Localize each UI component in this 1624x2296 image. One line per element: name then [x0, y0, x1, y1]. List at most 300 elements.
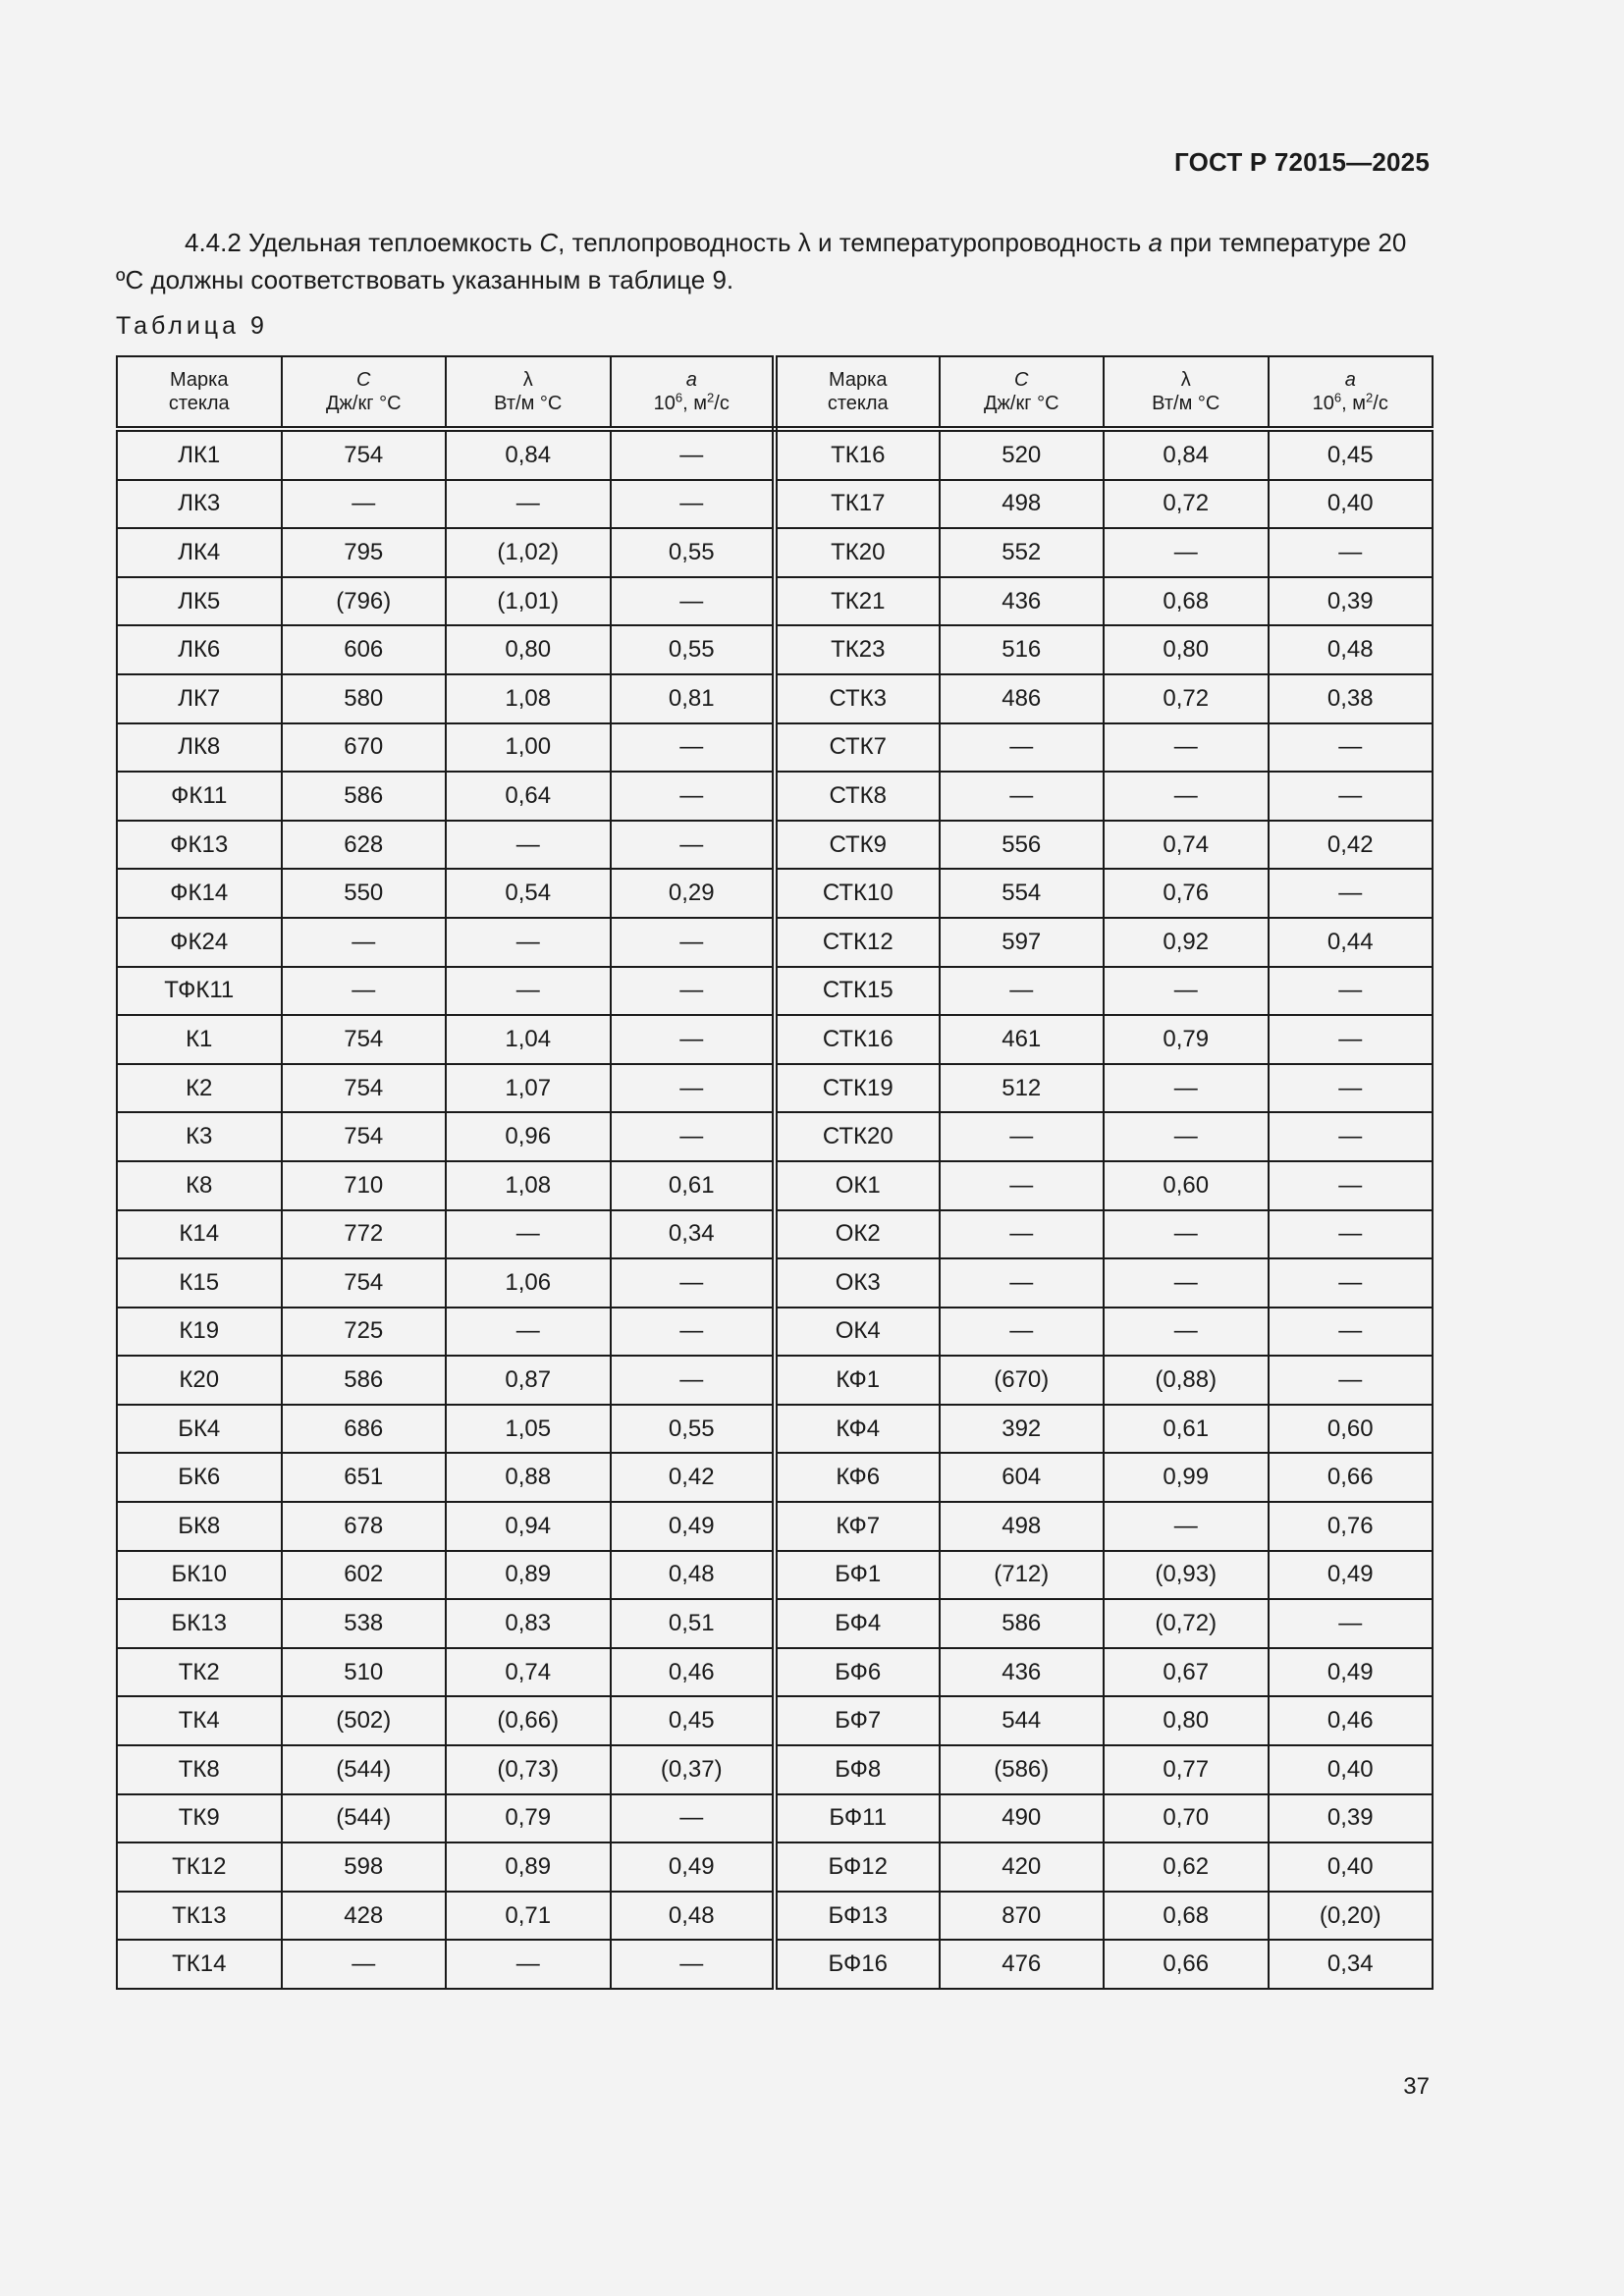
table-cell: —: [1104, 1502, 1269, 1551]
table-cell: (0,73): [446, 1745, 611, 1794]
table-cell: (0,20): [1269, 1892, 1434, 1941]
table-cell: 754: [282, 1015, 447, 1064]
table-cell: СТК3: [775, 674, 940, 723]
table-cell: 0,49: [1269, 1648, 1434, 1697]
table-cell: —: [1104, 1258, 1269, 1308]
table-cell: 0,99: [1104, 1453, 1269, 1502]
table-cell: К8: [117, 1161, 282, 1210]
table-cell: —: [282, 918, 447, 967]
symbol-lambda: λ: [797, 228, 811, 257]
table-cell: —: [1269, 1210, 1434, 1259]
table-cell: 0,83: [446, 1599, 611, 1648]
table-cell: —: [611, 429, 776, 480]
table-cell: (1,01): [446, 577, 611, 626]
paragraph-text-1: Удельная теплоемкость: [241, 228, 540, 257]
table-cell: —: [446, 821, 611, 870]
table-cell: К15: [117, 1258, 282, 1308]
header-heat-capacity: C Дж/кг °С: [282, 356, 447, 429]
table-body: [117, 429, 1433, 1989]
table-cell: —: [1269, 1112, 1434, 1161]
table-cell: 0,51: [611, 1599, 776, 1648]
table-cell: (502): [282, 1696, 447, 1745]
table-cell: —: [940, 967, 1105, 1016]
header-diffusivity: a $10^6$, $м^2/с$: [611, 356, 776, 429]
table-cell: —: [282, 967, 447, 1016]
table-cell: —: [1104, 1308, 1269, 1357]
table-cell: ОК2: [775, 1210, 940, 1259]
table-cell: ТК9: [117, 1794, 282, 1843]
table-cell: 0,80: [1104, 1696, 1269, 1745]
table-cell: (0,66): [446, 1696, 611, 1745]
table-cell: 0,68: [1104, 1892, 1269, 1941]
table-cell: ОК4: [775, 1308, 940, 1357]
table-cell: ТК13: [117, 1892, 282, 1941]
table-cell: —: [446, 918, 611, 967]
table-cell: (544): [282, 1794, 447, 1843]
table-cell: К1: [117, 1015, 282, 1064]
table-cell: 870: [940, 1892, 1105, 1941]
table-row: [117, 1551, 1433, 1600]
table-cell: СТК10: [775, 869, 940, 918]
table-cell: 0,62: [1104, 1842, 1269, 1892]
table-cell: БФ8: [775, 1745, 940, 1794]
table-cell: 686: [282, 1405, 447, 1454]
table-cell: (0,37): [611, 1745, 776, 1794]
table-cell: БК6: [117, 1453, 282, 1502]
table-cell: —: [1269, 1161, 1434, 1210]
table-cell: 0,67: [1104, 1648, 1269, 1697]
table-cell: 550: [282, 869, 447, 918]
table-row: [117, 674, 1433, 723]
table-cell: 670: [282, 723, 447, 773]
symbol-c: C: [539, 228, 559, 257]
table-cell: СТК9: [775, 821, 940, 870]
table-cell: —: [611, 480, 776, 529]
table-cell: —: [940, 1210, 1105, 1259]
table-cell: 0,60: [1104, 1161, 1269, 1210]
table-cell: 556: [940, 821, 1105, 870]
table-cell: 490: [940, 1794, 1105, 1843]
table-cell: СТК7: [775, 723, 940, 773]
table-cell: —: [611, 1064, 776, 1113]
table-cell: —: [940, 1112, 1105, 1161]
table-cell: 1,07: [446, 1064, 611, 1113]
table-cell: —: [611, 918, 776, 967]
table-cell: 0,49: [611, 1502, 776, 1551]
table-cell: 0,38: [1269, 674, 1434, 723]
table-cell: —: [1269, 1064, 1434, 1113]
table-cell: 0,84: [446, 429, 611, 480]
table-cell: (0,93): [1104, 1551, 1269, 1600]
table-cell: 0,89: [446, 1551, 611, 1600]
table-cell: 0,61: [611, 1161, 776, 1210]
table-cell: ФК11: [117, 772, 282, 821]
table-cell: 0,94: [446, 1502, 611, 1551]
header-grade: Марка стекла: [117, 356, 282, 429]
table-cell: СТК20: [775, 1112, 940, 1161]
table-cell: ТФК11: [117, 967, 282, 1016]
table-row: [117, 480, 1433, 529]
table-cell: 0,39: [1269, 577, 1434, 626]
table-cell: 0,88: [446, 1453, 611, 1502]
table-cell: ЛК6: [117, 625, 282, 674]
table-cell: 0,49: [1269, 1551, 1434, 1600]
table-row: [117, 821, 1433, 870]
table-row: [117, 1112, 1433, 1161]
table-cell: ЛК4: [117, 528, 282, 577]
table-cell: 0,40: [1269, 1842, 1434, 1892]
table-cell: 0,79: [446, 1794, 611, 1843]
table-cell: ОК1: [775, 1161, 940, 1210]
table-cell: 0,87: [446, 1356, 611, 1405]
table-cell: 0,74: [446, 1648, 611, 1697]
table-cell: 0,84: [1104, 429, 1269, 480]
table-cell: ТК4: [117, 1696, 282, 1745]
table-cell: 0,66: [1269, 1453, 1434, 1502]
table-cell: 0,74: [1104, 821, 1269, 870]
symbol-a: a: [1148, 228, 1163, 257]
table-cell: 0,39: [1269, 1794, 1434, 1843]
table-row: [117, 1940, 1433, 1989]
table-cell: —: [1269, 869, 1434, 918]
table-cell: 0,96: [446, 1112, 611, 1161]
table-cell: 586: [282, 772, 447, 821]
table-cell: —: [1269, 1599, 1434, 1648]
table-cell: 0,92: [1104, 918, 1269, 967]
table-cell: (544): [282, 1745, 447, 1794]
table-cell: КФ4: [775, 1405, 940, 1454]
document-header: ГОСТ Р 72015—2025: [1174, 147, 1430, 177]
table-cell: 1,00: [446, 723, 611, 773]
table-cell: —: [1269, 1308, 1434, 1357]
table-cell: 0,55: [611, 1405, 776, 1454]
table-cell: —: [1269, 1015, 1434, 1064]
table-cell: 0,34: [611, 1210, 776, 1259]
table-caption: Таблица 9: [116, 312, 268, 340]
table-cell: ЛК7: [117, 674, 282, 723]
table-cell: 0,48: [611, 1892, 776, 1941]
table-cell: —: [1104, 528, 1269, 577]
paragraph-4-4-2: [116, 224, 1432, 298]
table-cell: 552: [940, 528, 1105, 577]
table-cell: —: [611, 1356, 776, 1405]
paragraph-text-2: , теплопроводность: [558, 228, 798, 257]
table-cell: 428: [282, 1892, 447, 1941]
table-cell: —: [1104, 1210, 1269, 1259]
table-cell: —: [611, 967, 776, 1016]
table-cell: 0,76: [1269, 1502, 1434, 1551]
table-row: [117, 918, 1433, 967]
table-cell: БФ11: [775, 1794, 940, 1843]
table-cell: ТК16: [775, 429, 940, 480]
table-cell: —: [1104, 772, 1269, 821]
table-cell: 0,46: [1269, 1696, 1434, 1745]
header-diffusivity-2: a $10^6$, $м^2/с$: [1269, 356, 1434, 429]
table-cell: 0,68: [1104, 577, 1269, 626]
table-cell: 486: [940, 674, 1105, 723]
table-cell: СТК15: [775, 967, 940, 1016]
header-grade-2: Марка стекла: [775, 356, 940, 429]
table-cell: 0,48: [1269, 625, 1434, 674]
table-cell: БФ13: [775, 1892, 940, 1941]
table-cell: 512: [940, 1064, 1105, 1113]
table-cell: —: [1269, 528, 1434, 577]
table-cell: 0,42: [611, 1453, 776, 1502]
table-cell: К2: [117, 1064, 282, 1113]
table-cell: 0,71: [446, 1892, 611, 1941]
table-row: [117, 1453, 1433, 1502]
table-cell: БФ6: [775, 1648, 940, 1697]
table-cell: БК8: [117, 1502, 282, 1551]
table-cell: 461: [940, 1015, 1105, 1064]
table-cell: 0,54: [446, 869, 611, 918]
table-cell: 0,80: [1104, 625, 1269, 674]
table-row: [117, 1308, 1433, 1357]
table-row: [117, 1696, 1433, 1745]
table-cell: 0,66: [1104, 1940, 1269, 1989]
table-cell: 0,45: [611, 1696, 776, 1745]
table-cell: 710: [282, 1161, 447, 1210]
table-cell: 436: [940, 577, 1105, 626]
table-cell: 678: [282, 1502, 447, 1551]
table-cell: 0,79: [1104, 1015, 1269, 1064]
table-cell: 586: [282, 1356, 447, 1405]
table-row: [117, 528, 1433, 577]
table-row: [117, 1599, 1433, 1648]
table-row: [117, 1064, 1433, 1113]
table-cell: 754: [282, 1112, 447, 1161]
table-cell: —: [282, 1940, 447, 1989]
table-cell: (712): [940, 1551, 1105, 1600]
table-cell: 544: [940, 1696, 1105, 1745]
table-cell: 520: [940, 429, 1105, 480]
table-cell: 0,40: [1269, 480, 1434, 529]
table-cell: БК10: [117, 1551, 282, 1600]
table-cell: —: [611, 1940, 776, 1989]
table-cell: БФ16: [775, 1940, 940, 1989]
header-heat-capacity-2: C Дж/кг °С: [940, 356, 1105, 429]
table-row: [117, 967, 1433, 1016]
table-cell: СТК8: [775, 772, 940, 821]
table-cell: 598: [282, 1842, 447, 1892]
table-header-row: [117, 356, 1433, 429]
table-cell: 1,06: [446, 1258, 611, 1308]
table-cell: 0,55: [611, 625, 776, 674]
table-cell: СТК12: [775, 918, 940, 967]
table-cell: 0,46: [611, 1648, 776, 1697]
table-cell: ТК20: [775, 528, 940, 577]
table-row: [117, 1892, 1433, 1941]
table-cell: —: [1104, 967, 1269, 1016]
table-cell: —: [282, 480, 447, 529]
table-row: [117, 1210, 1433, 1259]
table-cell: (0,88): [1104, 1356, 1269, 1405]
table-row: [117, 1648, 1433, 1697]
table-cell: 498: [940, 1502, 1105, 1551]
table-cell: (796): [282, 577, 447, 626]
table-cell: 0,77: [1104, 1745, 1269, 1794]
table-cell: БК4: [117, 1405, 282, 1454]
table-cell: —: [611, 821, 776, 870]
table-cell: ТК2: [117, 1648, 282, 1697]
table-cell: БК13: [117, 1599, 282, 1648]
paragraph-text-4: при температуре 20 ºС должны соответствовать указанным в таблице 9.: [116, 228, 1407, 294]
table-row: [117, 577, 1433, 626]
table-cell: —: [446, 1210, 611, 1259]
table-cell: СТК16: [775, 1015, 940, 1064]
table-cell: К19: [117, 1308, 282, 1357]
table-cell: —: [611, 1308, 776, 1357]
table-cell: 725: [282, 1308, 447, 1357]
table-cell: ФК13: [117, 821, 282, 870]
table-cell: 602: [282, 1551, 447, 1600]
table-cell: —: [1269, 772, 1434, 821]
table-cell: —: [1104, 1112, 1269, 1161]
table-cell: —: [611, 723, 776, 773]
table-cell: КФ6: [775, 1453, 940, 1502]
table-cell: —: [446, 967, 611, 1016]
table-cell: КФ1: [775, 1356, 940, 1405]
table-cell: —: [611, 1258, 776, 1308]
table-cell: ЛК3: [117, 480, 282, 529]
table-cell: ФК14: [117, 869, 282, 918]
table-cell: ТК12: [117, 1842, 282, 1892]
table-cell: 1,04: [446, 1015, 611, 1064]
table-cell: 754: [282, 429, 447, 480]
table-cell: —: [1104, 723, 1269, 773]
table-cell: ОК3: [775, 1258, 940, 1308]
table-cell: 597: [940, 918, 1105, 967]
table-cell: 772: [282, 1210, 447, 1259]
table-row: [117, 869, 1433, 918]
table-row: [117, 1794, 1433, 1843]
table-9: [116, 355, 1434, 1990]
table-row: [117, 429, 1433, 480]
table-cell: 0,60: [1269, 1405, 1434, 1454]
table-cell: —: [940, 1308, 1105, 1357]
table-cell: КФ7: [775, 1502, 940, 1551]
table-cell: 554: [940, 869, 1105, 918]
table-cell: 628: [282, 821, 447, 870]
table-row: [117, 772, 1433, 821]
table-cell: —: [1269, 967, 1434, 1016]
table-cell: ТК17: [775, 480, 940, 529]
table-row: [117, 1842, 1433, 1892]
table-cell: 0,49: [611, 1842, 776, 1892]
table-cell: 604: [940, 1453, 1105, 1502]
table-row: [117, 1258, 1433, 1308]
table-cell: —: [940, 772, 1105, 821]
table-cell: 0,34: [1269, 1940, 1434, 1989]
table-row: [117, 1502, 1433, 1551]
table-cell: (1,02): [446, 528, 611, 577]
table-row: [117, 1745, 1433, 1794]
table-cell: 498: [940, 480, 1105, 529]
table-cell: —: [446, 1308, 611, 1357]
table-cell: БФ1: [775, 1551, 940, 1600]
page-number: 37: [1403, 2073, 1430, 2100]
table-cell: 754: [282, 1258, 447, 1308]
header-conductivity: λ Вт/м °С: [446, 356, 611, 429]
table-cell: 476: [940, 1940, 1105, 1989]
table-row: [117, 1161, 1433, 1210]
table-cell: —: [1269, 723, 1434, 773]
table-cell: 606: [282, 625, 447, 674]
table-cell: 1,08: [446, 1161, 611, 1210]
table-cell: БФ12: [775, 1842, 940, 1892]
table-cell: 0,72: [1104, 480, 1269, 529]
table-row: [117, 1356, 1433, 1405]
table-cell: 0,64: [446, 772, 611, 821]
table-cell: —: [1269, 1356, 1434, 1405]
table-cell: 0,55: [611, 528, 776, 577]
table-cell: 0,29: [611, 869, 776, 918]
table-cell: (586): [940, 1745, 1105, 1794]
table-cell: —: [940, 1258, 1105, 1308]
table-cell: 1,08: [446, 674, 611, 723]
table-cell: 754: [282, 1064, 447, 1113]
table-cell: ТК21: [775, 577, 940, 626]
paragraph-text-3: и температуропроводность: [810, 228, 1149, 257]
table-cell: 0,42: [1269, 821, 1434, 870]
table-cell: —: [611, 577, 776, 626]
table-cell: —: [446, 1940, 611, 1989]
table-cell: БФ7: [775, 1696, 940, 1745]
table-cell: —: [1269, 1258, 1434, 1308]
table-cell: (670): [940, 1356, 1105, 1405]
table-cell: К14: [117, 1210, 282, 1259]
table-cell: СТК19: [775, 1064, 940, 1113]
table-cell: 795: [282, 528, 447, 577]
table-cell: К3: [117, 1112, 282, 1161]
table-cell: ТК14: [117, 1940, 282, 1989]
table-cell: 1,05: [446, 1405, 611, 1454]
header-conductivity-2: λ Вт/м °С: [1104, 356, 1269, 429]
table-cell: ФК24: [117, 918, 282, 967]
table-row: [117, 723, 1433, 773]
table-cell: ЛК5: [117, 577, 282, 626]
table-row: [117, 1405, 1433, 1454]
table-cell: 436: [940, 1648, 1105, 1697]
table-cell: 0,40: [1269, 1745, 1434, 1794]
table-cell: 516: [940, 625, 1105, 674]
table-cell: 420: [940, 1842, 1105, 1892]
table-cell: ЛК8: [117, 723, 282, 773]
table-row: [117, 625, 1433, 674]
table-cell: 0,89: [446, 1842, 611, 1892]
table-cell: 0,72: [1104, 674, 1269, 723]
table-cell: 0,44: [1269, 918, 1434, 967]
paragraph-number: 4.4.2: [185, 228, 242, 257]
table-cell: 0,80: [446, 625, 611, 674]
table-cell: —: [940, 723, 1105, 773]
table-cell: —: [1104, 1064, 1269, 1113]
table-cell: —: [611, 1015, 776, 1064]
table-cell: —: [611, 1794, 776, 1843]
table-cell: (0,72): [1104, 1599, 1269, 1648]
table-cell: 586: [940, 1599, 1105, 1648]
table-cell: 0,45: [1269, 429, 1434, 480]
table-cell: 0,81: [611, 674, 776, 723]
table-cell: 0,48: [611, 1551, 776, 1600]
table-row: [117, 1015, 1433, 1064]
table-cell: 538: [282, 1599, 447, 1648]
table-cell: 392: [940, 1405, 1105, 1454]
table-cell: ТК8: [117, 1745, 282, 1794]
table-cell: 651: [282, 1453, 447, 1502]
table-cell: ЛК1: [117, 429, 282, 480]
table-cell: —: [446, 480, 611, 529]
